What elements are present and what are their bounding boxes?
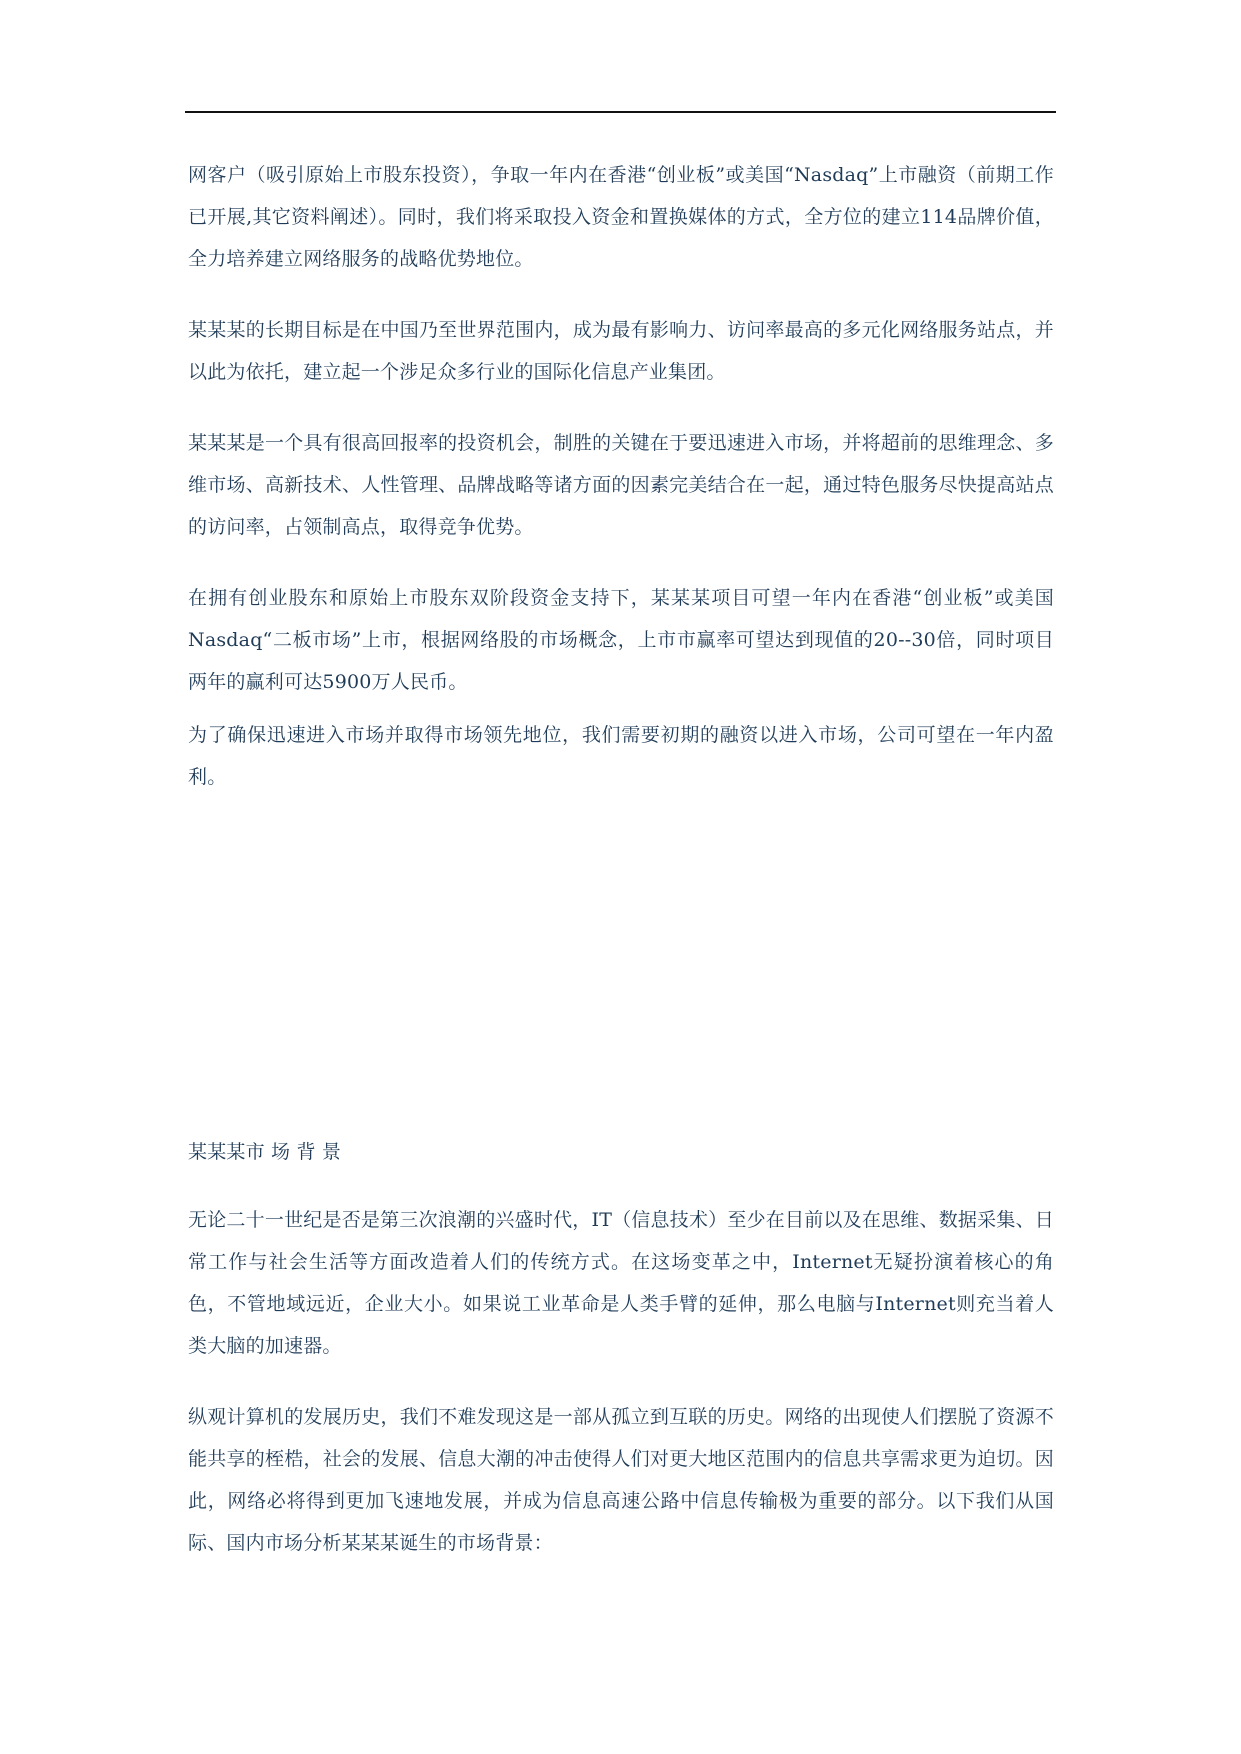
body-text-section	[188, 1199, 1054, 1564]
header-rule	[185, 111, 1056, 113]
paragraph-4: 在拥有创业股东和原始上市股东双阶段资金支持下，某某某项目可望一年内在香港“创业板”或美国Nasdaq“二板市场”上市，根据网络股的市场概念，上市市赢率可望达到现值的20--30倍，同时项目两年的赢利可达5900万人民币。	[188, 587, 1054, 693]
paragraph-1: 网客户（吸引原始上市股东投资），争取一年内在香港“创业板”或美国“Nasdaq”上市融资（前期工作已开展,其它资料阐述）。同时，我们将采取投入资金和置换媒体的方式，全方位的建立114品牌价值，全力培养建立网络服务的战略优势地位。	[188, 164, 1054, 270]
section-title: 某某某市 场 背 景	[188, 1141, 342, 1163]
section-paragraph-2: 纵观计算机的发展历史，我们不难发现这是一部从孤立到互联的历史。网络的出现使人们摆脱了资源不能共享的桎梏，社会的发展、信息大潮的冲击使得人们对更大地区范围内的信息共享需求更为迫切。因此，网络必将得到更加飞速地发展，并成为信息高速公路中信息传输极为重要的部分。以下我们从国际、国内市场分析某某某诞生的市场背景：	[188, 1406, 1054, 1554]
paragraph-3: 某某某是一个具有很高回报率的投资机会，制胜的关键在于要迅速进入市场，并将超前的思维理念、多维市场、高新技术、人性管理、品牌战略等诸方面的因素完美结合在一起，通过特色服务尽快提高站点的访问率，占领制高点，取得竞争优势。	[188, 432, 1054, 538]
body-text-top	[188, 154, 1054, 788]
paragraph-5: 为了确保迅速进入市场并取得市场领先地位，我们需要初期的融资以进入市场，公司可望在一年内盈利。	[188, 724, 1054, 788]
paragraph-2: 某某某的长期目标是在中国乃至世界范围内，成为最有影响力、访问率最高的多元化网络服务站点，并以此为依托，建立起一个涉足众多行业的国际化信息产业集团。	[188, 319, 1054, 383]
section-paragraph-1: 无论二十一世纪是否是第三次浪潮的兴盛时代，IT（信息技术）至少在目前以及在思维、数据采集、日常工作与社会生活等方面改造着人们的传统方式。在这场变革之中，Internet无疑扮演着核心的角色，不管地域远近，企业大小。如果说工业革命是人类手臂的延伸，那么电脑与Internet则充当着人类大脑的加速器。	[188, 1209, 1054, 1357]
